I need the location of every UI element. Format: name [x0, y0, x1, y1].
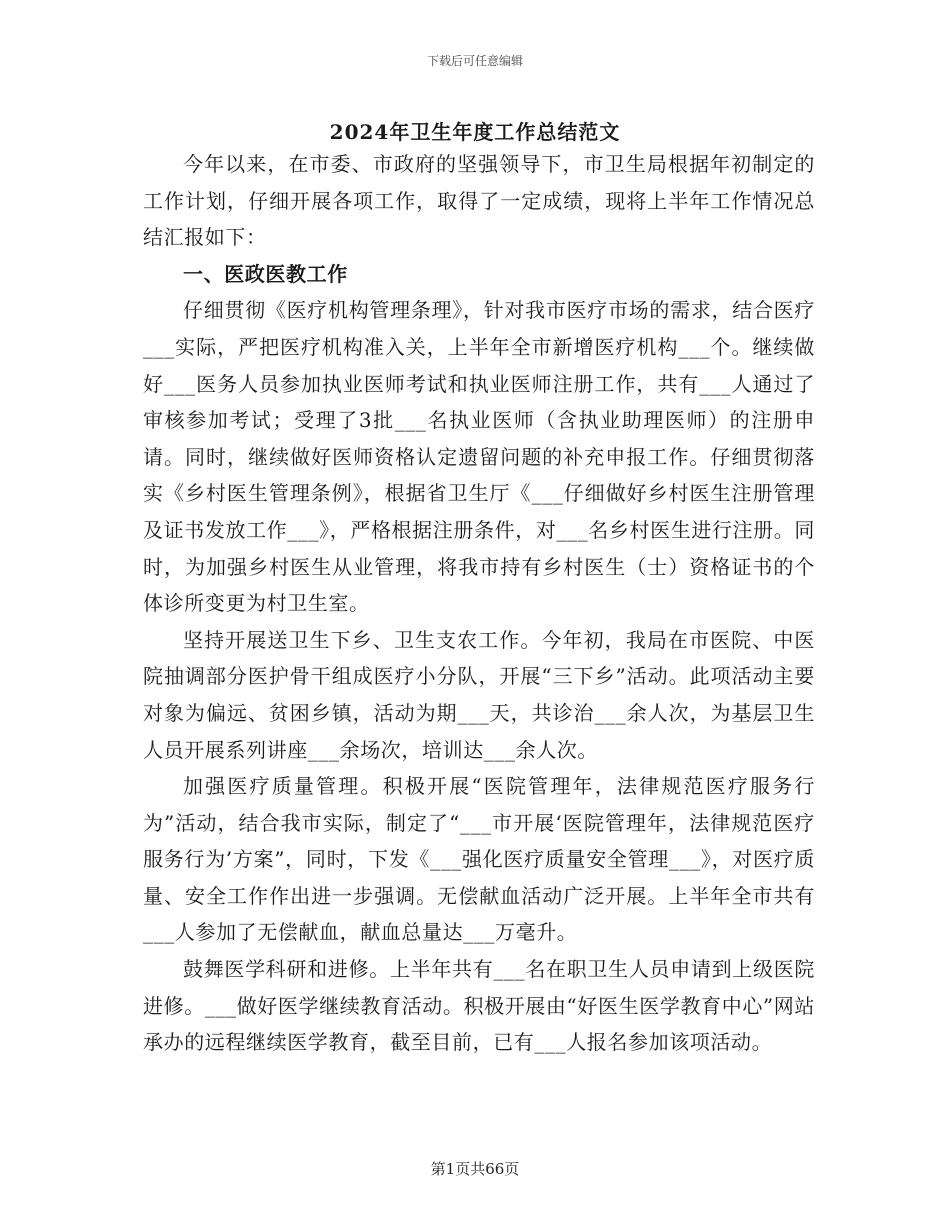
- body-paragraph: 加强医疗质量管理。积极开展“医院管理年，法律规范医疗服务行为”活动，结合我市实际，制定了“___市开展‘医院管理年，法律规范医疗服务行为’方案”，同时，下发《___强化医疗质量安全管理___》，对医疗质量、安全工作作出进一步强调。无偿献血活动广泛开展。上半年全市共有___人参加了无偿献血，献血总量达___万毫升。: [143, 774, 815, 945]
- body-paragraph: 坚持开展送卫生下乡、卫生支农工作。今年初，我局在市医院、中医院抽调部分医护骨干组成医疗小分队，开展“三下乡”活动。此项活动主要对象为偏远、贫困乡镇，活动为期___天，共诊治___余人次，为基层卫生人员开展系列讲座___余场次，培训达___余人次。: [143, 627, 815, 762]
- page-footer: 第1页共66页: [430, 1160, 520, 1178]
- document-body: [143, 146, 815, 1061]
- document-title: 2024年卫生年度工作总结范文: [329, 120, 621, 144]
- body-paragraph: 鼓舞医学科研和进修。上半年共有___名在职卫生人员申请到上级医院进修。___做好医学继续教育活动。积极开展由“好医生医学教育中心”网站承办的远程继续医学教育，截至目前，已有___人报名参加该项活动。: [143, 957, 815, 1055]
- section-heading: 一、医政医教工作: [183, 261, 348, 286]
- header-note: 下载后可任意编辑: [426, 54, 523, 68]
- intro-paragraph: 今年以来，在市委、市政府的坚强领导下，市卫生局根据年初制定的工作计划，仔细开展各项工作，取得了一定成绩，现将上半年工作情况总结汇报如下：: [143, 152, 815, 250]
- body-paragraph: 仔细贯彻《医疗机构管理条理》，针对我市医疗市场的需求，结合医疗___实际，严把医疗机构准入关，上半年全市新增医疗机构___个。继续做好___医务人员参加执业医师考试和执业医师注册工作，共有___人通过了审核参加考试；受理了3批___名执业医师（含执业助理医师）的注册申请。同时，继续做好医师资格认定遗留问题的补充申报工作。仔细贯彻落实《乡村医生管理条例》，根据省卫生厅《___仔细做好乡村医生注册管理及证书发放工作___》，严格根据注册条件，对___名乡村医生进行注册。同时，为加强乡村医生从业管理，将我市持有乡村医生（士）资格证书的个体诊所变更为村卫生室。: [143, 298, 815, 616]
